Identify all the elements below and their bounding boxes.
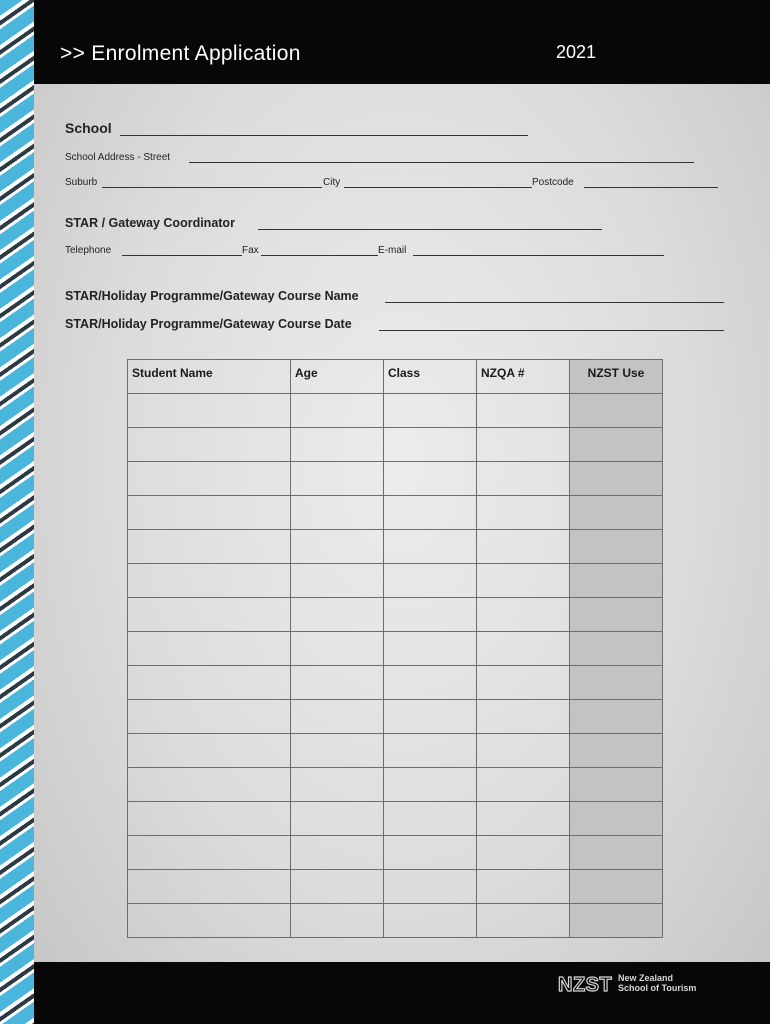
- cell-age[interactable]: [291, 496, 384, 530]
- cell-nzst-use: [570, 496, 663, 530]
- cell-nzqa[interactable]: [477, 802, 570, 836]
- coordinator-field[interactable]: [258, 229, 602, 230]
- cell-age[interactable]: [291, 700, 384, 734]
- logo-mark: NZST: [558, 974, 613, 996]
- cell-nzqa[interactable]: [477, 734, 570, 768]
- postcode-label: Postcode: [532, 177, 574, 188]
- address-field[interactable]: [189, 162, 694, 163]
- cell-age[interactable]: [291, 802, 384, 836]
- table-body: [128, 394, 663, 938]
- city-field[interactable]: [344, 187, 532, 188]
- cell-nzst-use: [570, 462, 663, 496]
- cell-class[interactable]: [384, 530, 477, 564]
- cell-nzqa[interactable]: [477, 428, 570, 462]
- suburb-field[interactable]: [102, 187, 322, 188]
- cell-nzqa[interactable]: [477, 836, 570, 870]
- cell-nzst-use: [570, 394, 663, 428]
- suburb-label: Suburb: [65, 177, 98, 188]
- cell-nzst-use: [570, 530, 663, 564]
- cell-age[interactable]: [291, 530, 384, 564]
- cell-age[interactable]: [291, 394, 384, 428]
- cell-age[interactable]: [291, 734, 384, 768]
- page-title: >> Enrolment Application: [60, 42, 301, 65]
- cell-student-name[interactable]: [128, 462, 291, 496]
- cell-nzqa[interactable]: [477, 700, 570, 734]
- cell-class[interactable]: [384, 700, 477, 734]
- cell-class[interactable]: [384, 836, 477, 870]
- cell-nzst-use: [570, 904, 663, 938]
- cell-student-name[interactable]: [128, 564, 291, 598]
- cell-nzst-use: [570, 428, 663, 462]
- cell-age[interactable]: [291, 598, 384, 632]
- cell-class[interactable]: [384, 496, 477, 530]
- cell-nzst-use: [570, 802, 663, 836]
- cell-student-name[interactable]: [128, 904, 291, 938]
- cell-nzqa[interactable]: [477, 530, 570, 564]
- address-label: School Address - Street: [65, 152, 171, 163]
- cell-nzst-use: [570, 870, 663, 904]
- cell-student-name[interactable]: [128, 428, 291, 462]
- nzst-logo: [558, 974, 718, 996]
- table-row: [128, 394, 663, 428]
- postcode-field[interactable]: [584, 187, 718, 188]
- telephone-field[interactable]: [122, 255, 242, 256]
- cell-class[interactable]: [384, 428, 477, 462]
- cell-age[interactable]: [291, 836, 384, 870]
- table-row: [128, 598, 663, 632]
- cell-nzqa[interactable]: [477, 904, 570, 938]
- cell-age[interactable]: [291, 768, 384, 802]
- cell-class[interactable]: [384, 734, 477, 768]
- cell-age[interactable]: [291, 666, 384, 700]
- table-row: [128, 870, 663, 904]
- cell-class[interactable]: [384, 802, 477, 836]
- col-header-class: Class: [384, 360, 477, 394]
- col-header-nzst-use: NZST Use: [570, 360, 663, 394]
- col-header-nzqa: NZQA #: [477, 360, 570, 394]
- school-label: School: [65, 120, 112, 136]
- table-row: [128, 734, 663, 768]
- cell-class[interactable]: [384, 564, 477, 598]
- cell-nzqa[interactable]: [477, 598, 570, 632]
- logo-line-1: New Zealand: [618, 973, 674, 983]
- telephone-label: Telephone: [65, 245, 112, 256]
- cell-age[interactable]: [291, 870, 384, 904]
- cell-class[interactable]: [384, 904, 477, 938]
- cell-nzqa[interactable]: [477, 394, 570, 428]
- course-name-field[interactable]: [385, 302, 724, 303]
- header-bar: [34, 0, 770, 84]
- table-row: [128, 666, 663, 700]
- coordinator-label: STAR / Gateway Coordinator: [65, 216, 235, 230]
- cell-nzst-use: [570, 564, 663, 598]
- logo-text: [618, 974, 696, 993]
- table-row: [128, 530, 663, 564]
- city-label: City: [323, 177, 341, 188]
- col-header-age: Age: [291, 360, 384, 394]
- logo-line-2: School of Tourism: [618, 982, 697, 993]
- cell-class[interactable]: [384, 632, 477, 666]
- fax-field[interactable]: [261, 255, 378, 256]
- cell-student-name[interactable]: [128, 496, 291, 530]
- cell-class[interactable]: [384, 598, 477, 632]
- cell-nzqa[interactable]: [477, 666, 570, 700]
- cell-student-name[interactable]: [128, 768, 291, 802]
- course-date-field[interactable]: [379, 330, 724, 331]
- table-row: [128, 802, 663, 836]
- cell-class[interactable]: [384, 394, 477, 428]
- cell-age[interactable]: [291, 564, 384, 598]
- cell-class[interactable]: [384, 666, 477, 700]
- cell-nzqa[interactable]: [477, 632, 570, 666]
- email-label: E-mail: [378, 245, 407, 256]
- cell-student-name[interactable]: [128, 394, 291, 428]
- cell-nzqa[interactable]: [477, 496, 570, 530]
- cell-student-name[interactable]: [128, 666, 291, 700]
- footer-bar: [34, 962, 770, 1024]
- student-table: [127, 359, 663, 938]
- table-row: [128, 428, 663, 462]
- course-name-label: STAR/Holiday Programme/Gateway Course Name: [65, 289, 359, 303]
- school-field[interactable]: [120, 135, 528, 136]
- cell-student-name[interactable]: [128, 530, 291, 564]
- cell-nzst-use: [570, 768, 663, 802]
- cell-age[interactable]: [291, 904, 384, 938]
- table-row: [128, 904, 663, 938]
- table-row: [128, 768, 663, 802]
- cell-nzqa[interactable]: [477, 462, 570, 496]
- cell-nzst-use: [570, 734, 663, 768]
- cell-nzst-use: [570, 632, 663, 666]
- table-row: [128, 462, 663, 496]
- table-row: [128, 496, 663, 530]
- cell-student-name[interactable]: [128, 734, 291, 768]
- cell-nzqa[interactable]: [477, 768, 570, 802]
- cell-student-name[interactable]: [128, 802, 291, 836]
- year-label: 2021: [556, 42, 597, 62]
- cell-student-name[interactable]: [128, 632, 291, 666]
- cell-nzst-use: [570, 836, 663, 870]
- course-date-label: STAR/Holiday Programme/Gateway Course Date: [65, 317, 352, 331]
- table-row: [128, 564, 663, 598]
- email-field[interactable]: [413, 255, 664, 256]
- table-row: [128, 700, 663, 734]
- col-header-student-name: Student Name: [128, 360, 291, 394]
- cell-nzst-use: [570, 666, 663, 700]
- cell-class[interactable]: [384, 462, 477, 496]
- cell-class[interactable]: [384, 768, 477, 802]
- cell-nzst-use: [570, 598, 663, 632]
- cell-age[interactable]: [291, 428, 384, 462]
- cell-age[interactable]: [291, 462, 384, 496]
- table-row: [128, 632, 663, 666]
- cell-age[interactable]: [291, 632, 384, 666]
- cell-class[interactable]: [384, 870, 477, 904]
- cell-nzqa[interactable]: [477, 564, 570, 598]
- decorative-stripe: [0, 0, 34, 1024]
- cell-student-name[interactable]: [128, 870, 291, 904]
- fax-label: Fax: [242, 245, 259, 256]
- table-header-row: [128, 360, 663, 394]
- cell-student-name[interactable]: [128, 700, 291, 734]
- cell-nzqa[interactable]: [477, 870, 570, 904]
- cell-student-name[interactable]: [128, 836, 291, 870]
- cell-student-name[interactable]: [128, 598, 291, 632]
- cell-nzst-use: [570, 700, 663, 734]
- table-row: [128, 836, 663, 870]
